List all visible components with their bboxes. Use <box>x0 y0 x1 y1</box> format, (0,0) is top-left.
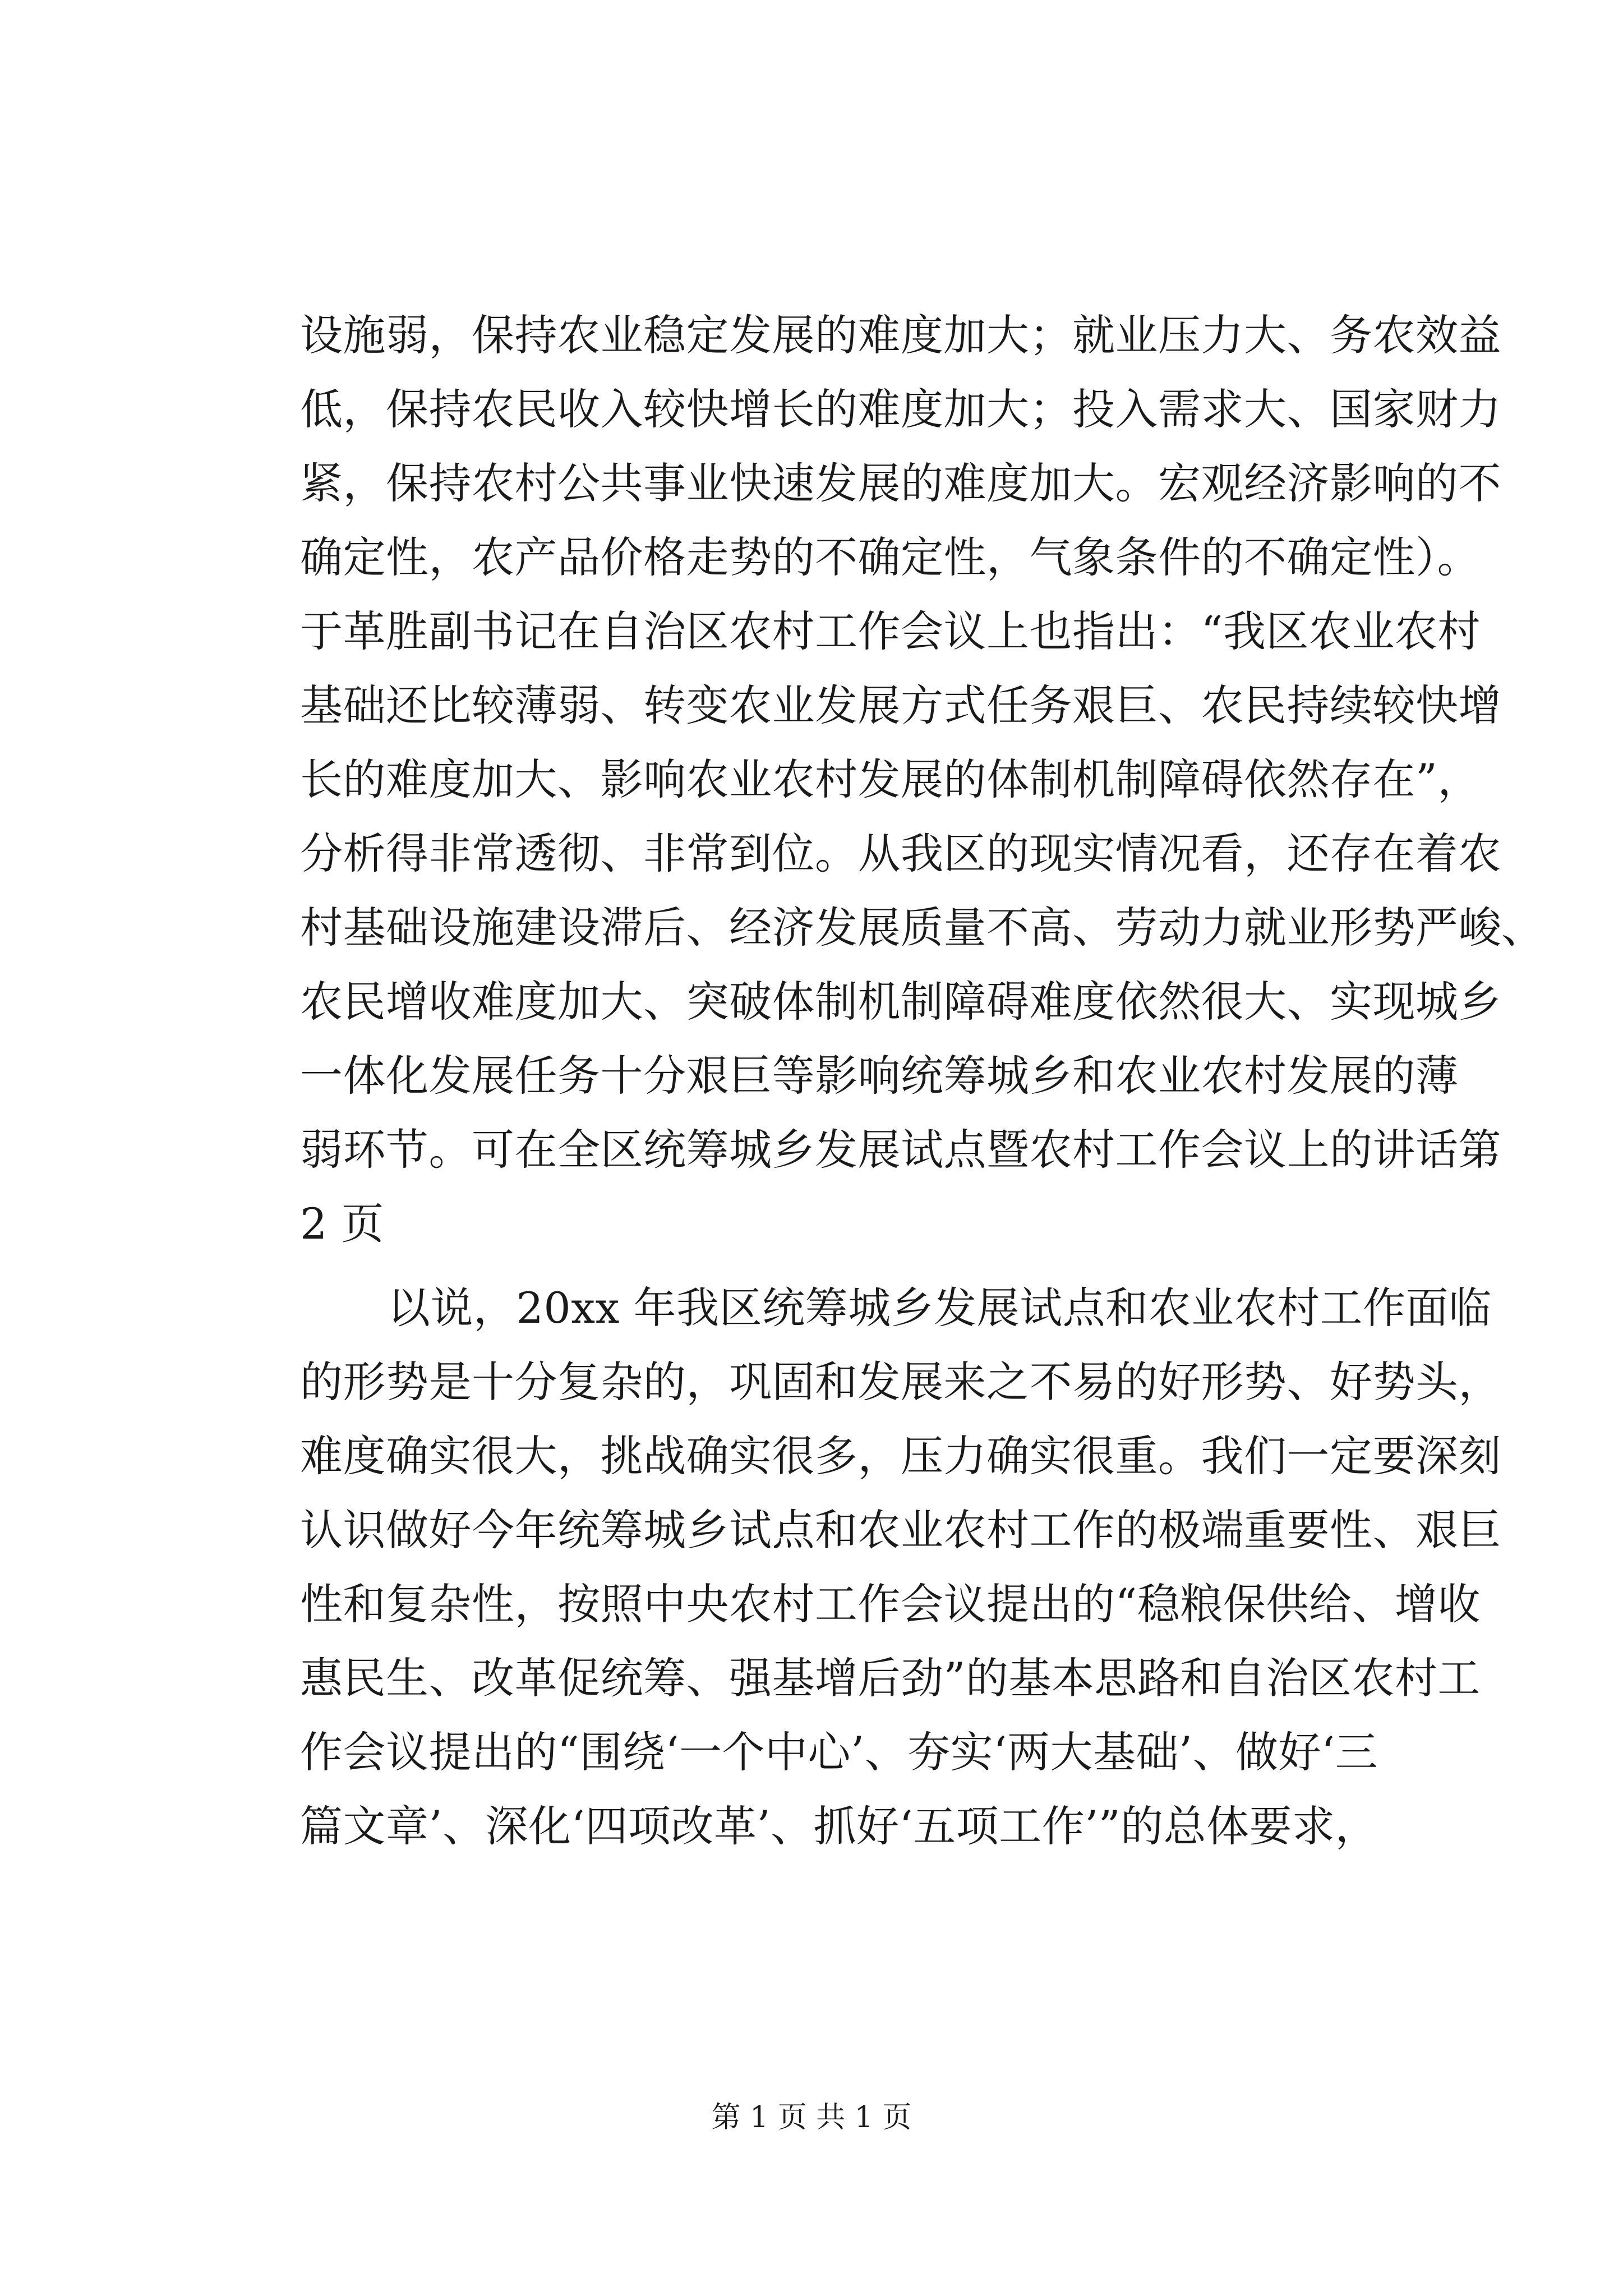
text-line: 2 页 <box>300 1199 385 1249</box>
text-line: 确定性，农产品价格走势的不确定性，气象条件的不确定性）。 <box>300 532 1480 582</box>
paragraph-2 <box>300 1271 1501 1864</box>
text-line: 难度确实很大，挑战确实很多，压力确实很重。我们一定要深刻 <box>300 1431 1501 1481</box>
text-line: 惠民生、改革促统筹、强基增后劲”的基本思路和自治区农村工 <box>300 1653 1481 1703</box>
text-line: 于革胜副书记在自治区农村工作会议上也指出：“我区农业农村 <box>300 606 1481 656</box>
text-line: 一体化发展任务十分艰巨等影响统筹城乡和农业农村发展的薄 <box>300 1051 1459 1101</box>
paragraph-1 <box>300 298 1544 1261</box>
text-line: 长的难度加大、影响农业农村发展的体制机制障碍依然存在”， <box>300 754 1481 804</box>
text-line: 基础还比较薄弱、转变农业发展方式任务艰巨、农民持续较快增 <box>300 680 1501 730</box>
text-line: 作会议提出的“围绕‘一个中心’、夯实‘两大基础’、做好‘三 <box>300 1727 1378 1777</box>
text-line: 农民增收难度加大、突破体制机制障碍难度依然很大、实现城乡 <box>300 977 1501 1027</box>
text-line: 设施弱，保持农业稳定发展的难度加大；就业压力大、务农效益 <box>300 310 1501 360</box>
page-number-indicator: 第 1 页 共 1 页 <box>711 2101 912 2134</box>
text-line: 分析得非常透彻、非常到位。从我区的现实情况看，还存在着农 <box>300 829 1501 878</box>
text-line: 紧，保持农村公共事业快速发展的难度加大。宏观经济影响的不 <box>300 458 1501 508</box>
paragraph-gap <box>300 1261 1416 1271</box>
text-line: 以说，20xx 年我区统筹城乡发展试点和农业农村工作面临 <box>388 1283 1492 1333</box>
document-body <box>300 298 1544 1864</box>
page-footer <box>0 2098 1623 2137</box>
text-line: 低，保持农民收入较快增长的难度加大；投入需求大、国家财力 <box>300 384 1501 434</box>
text-line: 村基础设施建设滞后、经济发展质量不高、劳动力就业形势严峻、 <box>300 903 1544 953</box>
text-line: 弱环节。可在全区统筹城乡发展试点暨农村工作会议上的讲话第 <box>300 1125 1501 1175</box>
text-line: 篇文章’、深化‘四项改革’、抓好‘五项工作’”的总体要求， <box>300 1801 1378 1851</box>
text-line: 性和复杂性，按照中央农村工作会议提出的“稳粮保供给、增收 <box>300 1579 1481 1629</box>
text-line: 的形势是十分复杂的，巩固和发展来之不易的好形势、好势头， <box>300 1357 1501 1407</box>
text-line: 认识做好今年统筹城乡试点和农业农村工作的极端重要性、艰巨 <box>300 1505 1501 1555</box>
